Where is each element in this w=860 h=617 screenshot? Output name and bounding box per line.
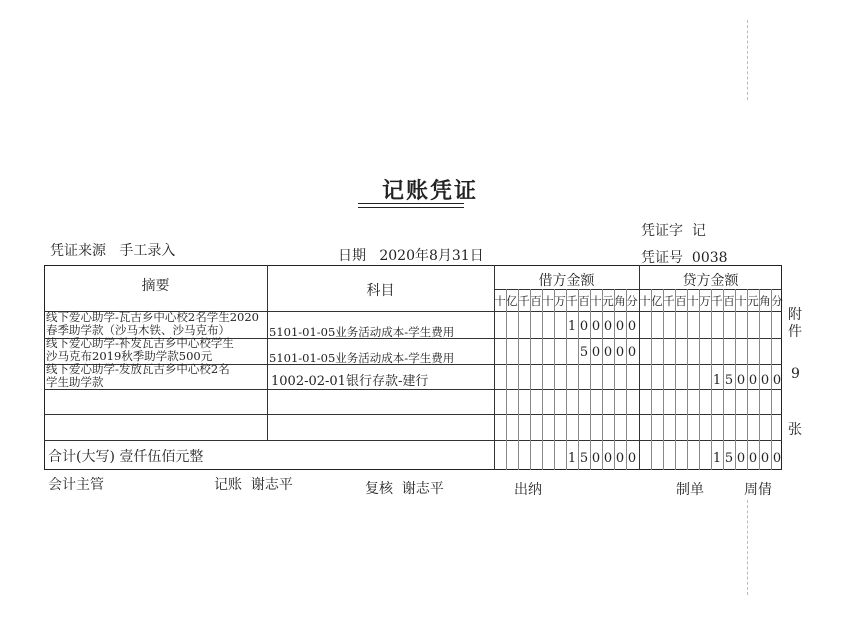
debit-unit-label: 十 xyxy=(542,294,554,308)
voucher-number xyxy=(641,247,728,267)
debit-unit-label: 十 xyxy=(590,294,602,308)
table-row-2-account: 5101-01-05业务活动成本-学生费用 xyxy=(269,351,455,365)
debit-unit-label: 亿 xyxy=(506,294,518,308)
digit-column-line xyxy=(663,289,664,470)
preparer-name: 周倩 xyxy=(744,482,772,498)
total-credit-digit: 0 xyxy=(748,451,758,466)
chief-accountant-label: 会计主管 xyxy=(48,477,104,493)
credit-unit-label: 十 xyxy=(639,294,651,308)
debit-unit-label: 百 xyxy=(530,294,542,308)
digit-column-line xyxy=(542,289,543,470)
credit-unit-label: 十 xyxy=(687,294,699,308)
total-credit-digit: 0 xyxy=(772,451,782,466)
total-debit-digit: 5 xyxy=(579,451,589,466)
digit-column-line xyxy=(554,289,555,470)
summary-line: 春季助学款（沙马木铁、沙马克布） xyxy=(46,323,230,337)
credit-unit-label: 十 xyxy=(735,294,747,308)
row-3-credit-digit: 0 xyxy=(748,373,758,388)
credit-unit-label: 百 xyxy=(675,294,687,308)
total-debit-digit: 0 xyxy=(591,451,601,466)
cashier-label: 出纳 xyxy=(514,482,542,498)
digit-column-line xyxy=(687,289,688,470)
voucher-title: 记账凭证 xyxy=(381,179,478,204)
title-underline-second xyxy=(358,207,464,208)
binding-dashes-bottom xyxy=(747,500,748,595)
credit-unit-label: 元 xyxy=(747,294,759,308)
row-3-credit-digit: 0 xyxy=(772,373,782,388)
credit-unit-label: 分 xyxy=(771,294,783,308)
credit-header: 贷方金额 xyxy=(682,273,739,289)
binding-dashes-top xyxy=(747,20,748,100)
row-2-debit-digit: 0 xyxy=(591,345,601,360)
row-1-debit-digit: 0 xyxy=(603,319,613,334)
row-1-debit-digit: 0 xyxy=(591,319,601,334)
table-row-3-account: 1002-02-01银行存款-建行 xyxy=(271,374,429,389)
row-2-debit-digit: 0 xyxy=(615,345,625,360)
row-2-debit-digit: 0 xyxy=(627,345,637,360)
digit-column-line xyxy=(651,289,652,470)
row-2-debit-digit: 5 xyxy=(579,345,589,360)
credit-unit-label: 千 xyxy=(663,294,675,308)
bookkeeper xyxy=(214,474,293,494)
source-label: 凭证来源 xyxy=(50,243,106,259)
credit-unit-label: 亿 xyxy=(651,294,663,308)
row-1-debit-digit: 0 xyxy=(579,319,589,334)
title-underline xyxy=(358,203,464,204)
total-credit-digit: 0 xyxy=(760,451,770,466)
number-value: 0038 xyxy=(691,250,728,266)
preparer-label: 制单 xyxy=(676,482,704,498)
digit-column-line xyxy=(530,289,531,470)
summary-line: 沙马克布2019秋季助学款500元 xyxy=(46,349,213,363)
credit-unit-label: 千 xyxy=(711,294,723,308)
digit-column-line xyxy=(506,289,507,470)
total-debit-digit: 0 xyxy=(615,451,625,466)
reviewer-name: 谢志平 xyxy=(401,481,444,497)
row-2-debit-digit: 0 xyxy=(603,345,613,360)
row-1-debit-digit: 1 xyxy=(567,319,577,334)
attachment-label-2: 件 xyxy=(788,324,802,340)
summary-line: 线下爱心助学-补发瓦古乡中心校学生 xyxy=(46,336,234,350)
summary-line: 学生助学款 xyxy=(46,375,104,389)
debit-unit-label: 百 xyxy=(578,294,590,308)
row-line-3 xyxy=(44,389,782,390)
date-value: 2020年8月31日 xyxy=(379,248,484,264)
table-row-1-account: 5101-01-05业务活动成本-学生费用 xyxy=(269,325,455,339)
total-credit-digit: 0 xyxy=(736,451,746,466)
digit-column-line xyxy=(518,289,519,470)
voucher-source xyxy=(50,240,175,260)
total-row xyxy=(48,446,203,466)
digit-column-line xyxy=(590,289,591,470)
digit-column-line xyxy=(578,289,579,470)
table-row-2-summary xyxy=(46,337,272,363)
account-header: 科目 xyxy=(366,283,395,299)
total-credit-digit: 1 xyxy=(712,451,722,466)
digit-column-line xyxy=(699,289,700,470)
debit-unit-label: 分 xyxy=(626,294,638,308)
row-1-debit-digit: 0 xyxy=(615,319,625,334)
row-3-credit-digit: 1 xyxy=(712,373,722,388)
digit-column-line xyxy=(626,289,627,470)
voucher-type-label: 凭证字 xyxy=(641,223,683,239)
source-value: 手工录入 xyxy=(119,243,176,259)
debit-unit-label: 万 xyxy=(554,294,566,308)
attachment-count: 9 xyxy=(791,366,800,382)
voucher-type xyxy=(641,220,706,240)
attachment-label-1: 附 xyxy=(788,307,802,323)
total-debit-digit: 1 xyxy=(567,451,577,466)
reviewer-label: 复核 xyxy=(365,481,393,497)
credit-unit-label: 万 xyxy=(699,294,711,308)
date-label: 日期 xyxy=(338,248,366,264)
row-line-5 xyxy=(44,440,782,441)
row-3-credit-digit: 0 xyxy=(760,373,770,388)
credit-unit-label: 百 xyxy=(723,294,735,308)
bookkeeper-label: 记账 xyxy=(214,477,242,493)
debit-unit-label: 千 xyxy=(518,294,530,308)
voucher-type-value: 记 xyxy=(691,223,706,239)
total-words: 壹仟伍佰元整 xyxy=(119,449,204,465)
summary-header: 摘要 xyxy=(141,278,170,294)
debit-header: 借方金额 xyxy=(538,273,595,289)
summary-line: 线下爱心助学-瓦古乡中心校2名学生2020 xyxy=(46,310,259,324)
total-debit-digit: 0 xyxy=(627,451,637,466)
total-debit-digit: 0 xyxy=(603,451,613,466)
table-row-1-summary xyxy=(46,311,272,337)
debit-unit-label: 角 xyxy=(614,294,626,308)
row-line-4 xyxy=(44,414,782,415)
attachment-unit: 张 xyxy=(788,422,802,438)
voucher-date xyxy=(338,245,484,265)
total-label: 合计(大写) xyxy=(48,449,115,465)
digit-column-line xyxy=(566,289,567,470)
number-label: 凭证号 xyxy=(641,250,683,266)
reviewer xyxy=(365,478,444,498)
debit-unit-label: 十 xyxy=(494,294,506,308)
debit-unit-label: 千 xyxy=(566,294,578,308)
digit-column-line xyxy=(602,289,603,470)
debit-unit-label: 元 xyxy=(602,294,614,308)
digit-column-line xyxy=(675,289,676,470)
total-credit-digit: 5 xyxy=(724,451,734,466)
summary-line: 线下爱心助学-发放瓦古乡中心校2名 xyxy=(46,362,230,376)
row-3-credit-digit: 0 xyxy=(736,373,746,388)
bookkeeper-name: 谢志平 xyxy=(250,477,293,493)
row-1-debit-digit: 0 xyxy=(627,319,637,334)
digit-column-line xyxy=(614,289,615,470)
row-3-credit-digit: 5 xyxy=(724,373,734,388)
credit-unit-label: 角 xyxy=(759,294,771,308)
table-row-3-summary xyxy=(46,363,272,389)
